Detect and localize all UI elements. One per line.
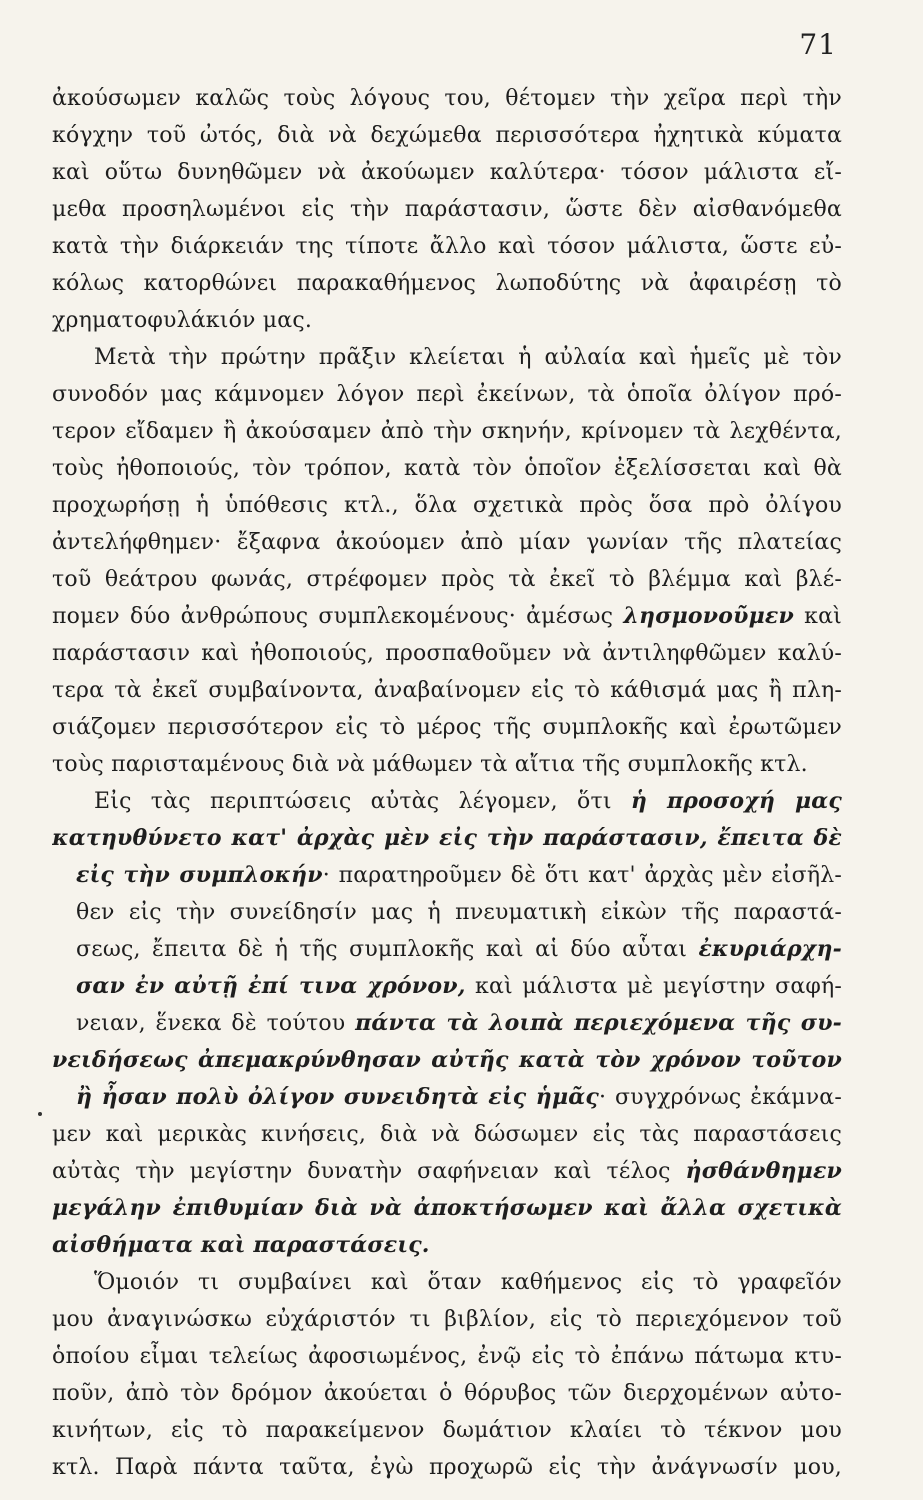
text-run: · συγχρόνως ἐκάμνα- [598, 1085, 842, 1110]
text-line [52, 820, 842, 857]
emphasized-text: μεγάλην ἐπιθυμίαν διὰ νὰ ἀποκτήσωμεν καὶ ἄλλα σχετικὰ [52, 1195, 842, 1221]
text-run: ποῦν, ἀπὸ τὸν δρόμον ἀκούεται ὁ θόρυβος τῶν διερχομένων αὐτο- [52, 1381, 842, 1406]
text-line [52, 154, 842, 191]
text-line [52, 561, 842, 598]
text-line [52, 746, 842, 783]
emphasized-text: εἰς τὴν συμπλοκήν [76, 862, 323, 888]
text-run: ἀντελήφθημεν· ἔξαφνα ἀκούομεν ἀπὸ μίαν γωνίαν τῆς πλατείας [52, 530, 842, 555]
margin-dot [38, 1112, 42, 1116]
text-run: συνοδόν μας κάμνομεν λόγον περὶ ἐκείνων, τὰ ὁποῖα ὀλίγον πρό- [52, 382, 842, 407]
text-run: μεθα προσηλωμένοι εἰς τὴν παράστασιν, ὥστε δὲν αἰσθανόμεθα [52, 197, 842, 222]
text-line [52, 302, 842, 339]
text-line [52, 1079, 842, 1116]
text-run: Εἰς τὰς περιπτώσεις αὐτὰς λέγομεν, ὅτι [94, 789, 631, 814]
text-line [52, 672, 842, 709]
text-run: παράστασιν καὶ ἠθοποιούς, προσπαθοῦμεν νὰ ἀντιληφθῶμεν καλύ- [52, 641, 842, 666]
text-line [52, 265, 842, 302]
text-run: πομεν δύο ἀνθρώπους συμπλεκομένους· ἀμέσως [52, 604, 624, 629]
emphasized-text: ἐκυριάρχη- [698, 936, 842, 962]
text-run: κτλ. Παρὰ πάντα ταῦτα, ἐγὼ προχωρῶ εἰς τὴν ἀνάγνωσίν μου, [52, 1455, 842, 1480]
text-run: Ὅμοιόν τι συμβαίνει καὶ ὅταν καθήμενος εἰς τὸ γραφεῖόν [94, 1270, 842, 1295]
text-line [52, 80, 842, 117]
text-run: κινήτων, εἰς τὸ παρακείμενον δωμάτιον κλαίει τὸ τέκνον μου [52, 1418, 842, 1443]
body-text [52, 80, 842, 1486]
text-line [52, 1042, 842, 1079]
text-line [52, 1449, 842, 1486]
text-line [52, 1116, 842, 1153]
text-run: τοὺς ἠθοποιούς, τὸν τρόπον, κατὰ τὸν ὁποῖον ἐξελίσσεται καὶ θὰ [52, 456, 842, 481]
text-line [52, 413, 842, 450]
text-run: τερα τὰ ἐκεῖ συμβαίνοντα, ἀναβαίνομεν εἰς τὸ κάθισμά μας ἢ πλη- [52, 678, 842, 703]
text-line [52, 931, 842, 968]
text-line [52, 968, 842, 1005]
text-line [52, 117, 842, 154]
text-line [52, 1005, 842, 1042]
text-run: αὐτὰς τὴν μεγίστην δυνατὴν σαφήνειαν καὶ τέλος [52, 1159, 686, 1184]
text-run: κατὰ τὴν διάρκειάν της τίποτε ἄλλο καὶ τόσον μάλιστα, ὥστε εὐ- [52, 234, 842, 259]
text-run: κόγχην τοῦ ὠτός, διὰ νὰ δεχώμεθα περισσότερα ἠχητικὰ κύματα [52, 123, 842, 148]
text-line [52, 339, 842, 376]
text-run: τερον εἴδαμεν ἢ ἀκούσαμεν ἀπὸ τὴν σκηνήν, κρίνομεν τὰ λεχθέντα, [52, 419, 842, 444]
text-run: χρηματοφυλάκιόν μας. [52, 308, 313, 333]
emphasized-text: νειδήσεως ἀπεμακρύνθησαν αὐτῆς κατὰ τὸν χρόνον τοῦτον [52, 1047, 842, 1073]
text-run: Μετὰ τὴν πρώτην πρᾶξιν κλείεται ἡ αὐλαία καὶ ἡμεῖς μὲ τὸν [94, 345, 842, 370]
text-line [52, 783, 842, 820]
page-number: 71 [799, 28, 837, 61]
text-line [52, 709, 842, 746]
text-line [52, 228, 842, 265]
text-line [52, 857, 842, 894]
emphasized-text: αἰσθήματα καὶ παραστάσεις. [52, 1232, 430, 1258]
text-run: · παρατηροῦμεν δὲ ὅτι κατ' ἀρχὰς μὲν εἰσῆλ- [322, 863, 842, 888]
text-line [52, 1153, 842, 1190]
text-run: μου ἀναγινώσκω εὐχάριστόν τι βιβλίον, εἰς τὸ περιεχόμενον τοῦ [52, 1307, 842, 1332]
text-line [52, 1190, 842, 1227]
text-line [52, 450, 842, 487]
text-line [52, 1412, 842, 1449]
text-run: καὶ [793, 604, 842, 629]
text-line [52, 598, 842, 635]
text-line [52, 1301, 842, 1338]
text-line [52, 894, 842, 931]
text-run: καὶ οὕτω δυνηθῶμεν νὰ ἀκούωμεν καλύτερα· τόσον μάλιστα εἴ- [52, 160, 842, 185]
emphasized-text: κατηυθύνετο κατ' ἀρχὰς μὲν εἰς τὴν παράστασιν, ἔπειτα δὲ [52, 825, 842, 851]
text-run: τοῦ θεάτρου φωνάς, στρέφομεν πρὸς τὰ ἐκεῖ τὸ βλέμμα καὶ βλέ- [52, 567, 842, 592]
text-line [52, 191, 842, 228]
text-line [52, 376, 842, 413]
emphasized-text: σαν ἐν αὐτῇ ἐπί τινα χρόνον, [76, 973, 466, 999]
text-line [52, 1338, 842, 1375]
text-run: σιάζομεν περισσότερον εἰς τὸ μέρος τῆς συμπλοκῆς καὶ ἐρωτῶμεν [52, 715, 842, 740]
text-run: θεν εἰς τὴν συνείδησίν μας ἡ πνευματικὴ εἰκὼν τῆς παραστά- [76, 900, 842, 925]
emphasized-text: ἢ ἦσαν πολὺ ὀλίγον συνειδητὰ εἰς ἡμᾶς [76, 1084, 599, 1110]
text-line [52, 524, 842, 561]
text-run: μεν καὶ μερικὰς κινήσεις, διὰ νὰ δώσωμεν εἰς τὰς παραστάσεις [52, 1122, 842, 1147]
text-run: ὁποίου εἶμαι τελείως ἀφοσιωμένος, ἐνῷ εἰς τὸ ἐπάνω πάτωμα κτυ- [52, 1344, 842, 1369]
text-line [52, 635, 842, 672]
text-run: ἀκούσωμεν καλῶς τοὺς λόγους του, θέτομεν τὴν χεῖρα περὶ τὴν [52, 86, 842, 111]
text-run: τοὺς παρισταμένους διὰ νὰ μάθωμεν τὰ αἴτια τῆς συμπλοκῆς κτλ. [52, 752, 808, 777]
text-line [52, 1264, 842, 1301]
text-run: κόλως κατορθώνει παρακαθήμενος λωποδύτης νὰ ἀφαιρέσῃ τὸ [52, 271, 842, 296]
text-line [52, 487, 842, 524]
emphasized-text: ἡ προσοχή μας [630, 788, 842, 814]
text-line [52, 1227, 842, 1264]
emphasized-text: πάντα τὰ λοιπὰ περιεχόμενα τῆς συ- [355, 1010, 842, 1036]
emphasized-text: ἠσθάνθημεν [685, 1158, 842, 1184]
text-line [52, 1375, 842, 1412]
emphasized-text: λησμονοῦμεν [623, 603, 794, 629]
text-run: καὶ μάλιστα μὲ μεγίστην σαφή- [465, 974, 842, 999]
text-run: σεως, ἔπειτα δὲ ἡ τῆς συμπλοκῆς καὶ αἱ δύο αὗται [76, 937, 699, 962]
text-run: νειαν, ἕνεκα δὲ τούτου [76, 1011, 356, 1036]
text-run: προχωρήσῃ ἡ ὑπόθεσις κτλ., ὅλα σχετικὰ πρὸς ὅσα πρὸ ὀλίγου [52, 493, 842, 518]
